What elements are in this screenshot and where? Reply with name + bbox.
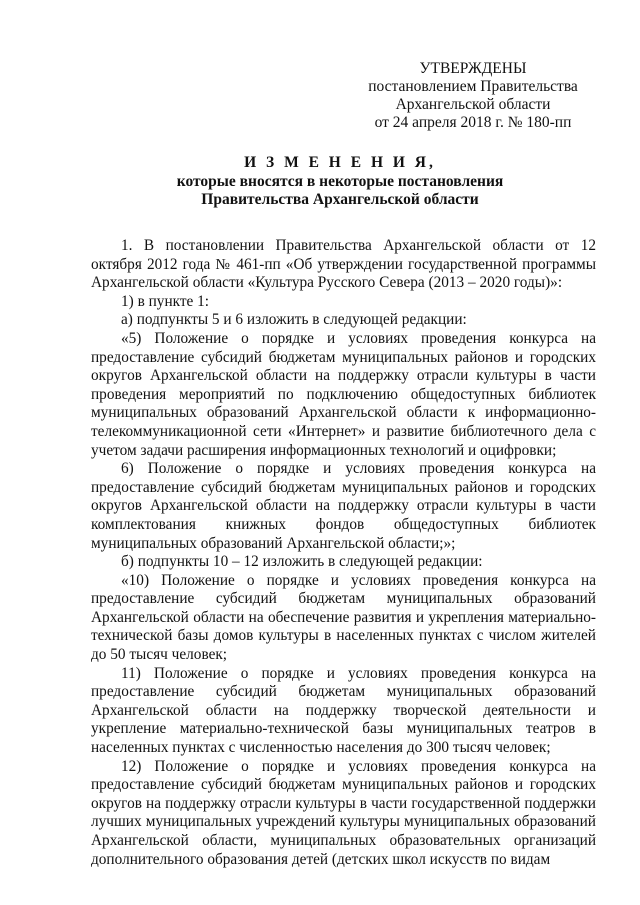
approval-line: Архангельской области (395, 96, 551, 113)
paragraph: «10) Положение о порядке и условиях проведения конкурса на предоставление субсидий бюджетам муниципальных образований Архангельской области на обеспечение развития и укрепления материально-технической базы домов культуры в населенных пунктах с числом жителей до 50 тысяч человек; (91, 571, 596, 664)
paragraph: 11) Положение о порядке и условиях проведения конкурса на предоставление субсидий бюджетам муниципальных образований Архангельской области на поддержку творческой деятельности и укрепление материально-технической базы муниципальных театров в населенных пунктах с численностью населения до 300 тысяч человек; (91, 664, 596, 757)
paragraph: 12) Положение о порядке и условиях проведения конкурса на предоставление субсидий бюджетам муниципальных районов и городских округов на поддержку отрасли культуры в части государственной поддержки лучших муниципальных учреждений культуры муниципальных образований Архангельской области, муниципальных образовательных организаций дополнительного образования детей (детских школ искусств по видам (91, 757, 596, 868)
paragraph: а) подпункты 5 и 6 изложить в следующей редакции: (121, 311, 467, 329)
paragraph: 1) в пункте 1: (121, 292, 210, 310)
paragraph: «5) Положение о порядке и условиях проведения конкурса на предоставление субсидий бюджетам муниципальных районов и городских округов Архангельской области на поддержку отрасли культуры в части проведения мероприятий по подключению общедоступных библиотек муниципальных образований Архангельской области к информационно-телекоммуникационной сети «Интернет» и развитие библиотечного дела с учетом задачи расширения информационных технологий и оцифровки; (91, 329, 596, 459)
title-subheading: Правительства Архангельской области (201, 191, 479, 208)
approval-line: постановлением Правительства (368, 78, 578, 95)
title-heading: И З М Е Н Е Н И Я, (244, 154, 436, 171)
document-title (60, 154, 620, 210)
paragraph: 6) Положение о порядке и условиях проведения конкурса на предоставление субсидий бюджетам муниципальных районов и городских округов Архангельской области на поддержку отрасли культуры в части комплектования книжных фондов общедоступных библиотек муниципальных образований Архангельской области;»; (91, 460, 596, 552)
approval-stamp (360, 60, 586, 132)
paragraph: б) подпункты 10 – 12 изложить в следующей редакции: (121, 553, 483, 571)
title-subheading: которые вносятся в некоторые постановления (176, 172, 504, 190)
approval-date-number: от 24 апреля 2018 г. № 180-пп (374, 114, 572, 131)
paragraph: 1. В постановлении Правительства Архангельской области от 12 октября 2012 года № 461-пп «Об утверждении государственной программы Архангельской области «Культура Русского Севера (2013 – 2020 годы)»: (91, 237, 596, 292)
approval-heading: УТВЕРЖДЕНЫ (419, 60, 527, 77)
document-body (91, 237, 596, 869)
